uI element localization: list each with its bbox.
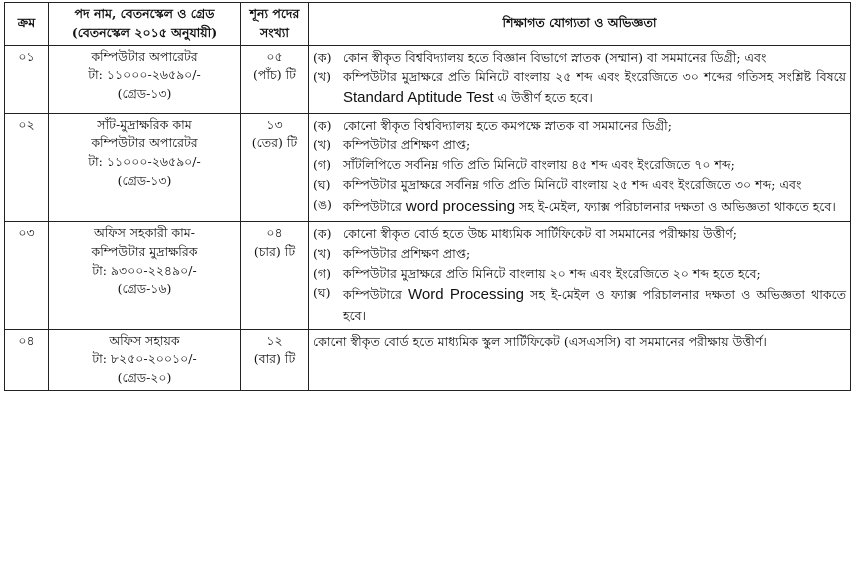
table-row: [5, 222, 851, 330]
qualification-item: [313, 68, 846, 109]
vacancy-line: (চার) টি: [253, 243, 296, 259]
header-post-line2: (বেতনস্কেল ২০১৫ অনুযায়ী): [71, 24, 218, 40]
qualification-text: সাঁটলিপিতে সর্বনিম্ন গতি প্রতি মিনিটে বাংলায় ৪৫ শব্দ এবং ইংরেজিতে ৭০ শব্দ;: [343, 157, 735, 172]
qualification-text: কোনো স্বীকৃত বিশ্ববিদ্যালয় হতে কমপক্ষে স্নাতক বা সমমানের ডিগ্রী;: [343, 117, 672, 133]
qualification-label: (খ): [313, 137, 331, 153]
qualification-cell: [309, 222, 851, 330]
qualification-text: কোন স্বীকৃত বিশ্ববিদ্যালয় হতে বিজ্ঞান বিভাগে স্নাতক (সম্মান) বা সমমানের ডিগ্রী; এবং: [343, 49, 767, 65]
qualification-text: [343, 196, 846, 219]
header-qualification: শিক্ষাগত যোগ্যতা ও অভিজ্ঞতা: [309, 3, 851, 46]
post-cell: [49, 45, 241, 113]
qualification-text: কোনো স্বীকৃত বোর্ড হতে মাধ্যমিক স্কুল সার্টিফিকেট (এসএসসি) বা সমমানের পরীক্ষায় উত্তীর্ণ।: [313, 333, 767, 349]
post-line: কম্পিউটার অপারেটর: [91, 135, 198, 151]
table-row: [5, 113, 851, 222]
vacancy-line: (তের) টি: [251, 135, 298, 151]
vacancy-line: ১২: [266, 332, 283, 348]
qualification-text-part: কম্পিউটার মুদ্রাক্ষরে প্রতি মিনিটে বাংলায় ২৫ শব্দ এবং ইংরেজিতে ৩০ শব্দের গতিসহ সংশ্লিষ্ট বিষয়ে: [343, 69, 846, 85]
post-line: কম্পিউটার মুদ্রাক্ষরিক: [91, 243, 198, 259]
qualification-text: কম্পিউটার মুদ্রাক্ষরে সর্বনিম্ন গতি প্রতি মিনিটে বাংলায় ২৫ শব্দ এবং ইংরেজিতে ৩০ শব্দ; এবং: [343, 176, 802, 192]
qualification-item: [313, 245, 846, 264]
qualification-label: (গ): [313, 157, 331, 172]
post-line: কম্পিউটার অপারেটর: [91, 48, 198, 64]
qualification-text-part: সহ ই-মেইল ও ফ্যাক্স পরিচালনার দক্ষতা ও অভিজ্ঞতা থাকতে হবে।: [343, 287, 846, 323]
post-line: টা: ৯৩০০-২২৪৯০/-: [92, 262, 197, 278]
qualification-label: (খ): [313, 245, 331, 261]
post-line: (গ্রেড-১৬): [117, 281, 172, 297]
row-serial: ০৩: [5, 222, 49, 330]
qualification-item: [313, 117, 846, 136]
row-serial: ০৪: [5, 329, 49, 390]
post-cell: [49, 222, 241, 330]
qualification-item: [313, 176, 846, 195]
vacancy-line: ০৫: [266, 48, 283, 64]
post-line: অফিস সহকারী কাম-: [94, 225, 195, 240]
qualification-english-term: Standard Aptitude Test: [343, 89, 494, 106]
table-row: [5, 329, 851, 390]
header-vacancy: [241, 3, 309, 46]
qualification-english-term: word processing: [405, 197, 516, 215]
qualification-item: [313, 196, 846, 219]
vacancy-line: ১৩: [266, 116, 283, 132]
qualification-label: (খ): [313, 69, 331, 85]
vacancy-cell: [241, 329, 309, 390]
qualification-item: [313, 265, 846, 284]
header-vacancy-line2: সংখ্যা: [259, 24, 290, 40]
qualification-text: কম্পিউটার প্রশিক্ষণ প্রাপ্ত;: [343, 245, 471, 261]
job-vacancy-table: [4, 2, 851, 391]
qualification-cell: [309, 329, 851, 390]
qualification-label: (ক): [313, 49, 332, 65]
qualification-item: [313, 284, 846, 325]
post-line: টা: ১১০০০-২৬৫৯০/-: [88, 154, 201, 169]
vacancy-line: (পাঁচ) টি: [253, 67, 296, 83]
post-line: টা: ১১০০০-২৬৫৯০/-: [88, 67, 201, 83]
qualification-label: (ঘ): [313, 285, 331, 301]
qualification-text: কম্পিউটার প্রশিক্ষণ প্রাপ্ত;: [343, 137, 471, 153]
qualification-item: [313, 49, 846, 68]
qualification-text-part: সহ ই-মেইল, ফ্যাক্স পরিচালনার দক্ষতা ও অভিজ্ঞতা থাকতে হবে।: [515, 198, 836, 214]
qualification-label: (ঙ): [313, 196, 332, 212]
qualification-text: কম্পিউটার মুদ্রাক্ষরে প্রতি মিনিটে বাংলায় ২০ শব্দ এবং ইংরেজিতে ২০ শব্দ হতে হবে;: [343, 265, 761, 281]
post-cell: [49, 113, 241, 222]
header-vacancy-line1: শূন্য পদের: [249, 6, 300, 21]
vacancy-line: (বার) টি: [253, 351, 296, 367]
qualification-label: (ক): [313, 117, 332, 133]
qualification-cell: [309, 45, 851, 113]
qualification-text-part: এ উত্তীর্ণ হতে হবে।: [493, 90, 593, 105]
post-line: সাঁট-মুদ্রাক্ষরিক কাম: [97, 116, 192, 132]
post-line: (গ্রেড-১৩): [117, 86, 172, 101]
vacancy-cell: [241, 45, 309, 113]
qualification-item: [313, 156, 846, 175]
vacancy-cell: [241, 113, 309, 222]
post-cell: [49, 329, 241, 390]
header-post: [49, 3, 241, 46]
qualification-item: [313, 333, 846, 352]
post-line: টা: ৮২৫০-২০০১০/-: [92, 351, 197, 367]
qualification-text: [343, 68, 846, 109]
qualification-text: কোনো স্বীকৃত বোর্ড হতে উচ্চ মাধ্যমিক সার্টিফিকেট বা সমমানের পরীক্ষায় উত্তীর্ণ;: [343, 226, 737, 241]
row-serial: ০১: [5, 45, 49, 113]
post-line: (গ্রেড-২০): [117, 370, 172, 385]
table-header-row: [5, 3, 851, 46]
qualification-label: (গ): [313, 265, 331, 281]
row-serial: ০২: [5, 113, 49, 222]
post-line: (গ্রেড-১৩): [117, 172, 172, 188]
qualification-english-term: Word Processing: [407, 286, 525, 304]
qualification-item: [313, 225, 846, 244]
qualification-text-part: কম্পিউটারে: [343, 198, 406, 214]
qualification-cell: [309, 113, 851, 222]
table-row: [5, 45, 851, 113]
qualification-label: (ক): [313, 226, 332, 241]
post-line: অফিস সহায়ক: [109, 332, 180, 348]
qualification-text-part: কম্পিউটারে: [343, 287, 408, 303]
qualification-text: [343, 284, 846, 325]
header-serial: ক্রম: [5, 3, 49, 46]
qualification-label: (ঘ): [313, 176, 331, 192]
qualification-item: [313, 136, 846, 155]
vacancy-cell: [241, 222, 309, 330]
vacancy-line: ০৪: [266, 225, 283, 240]
header-post-line1: পদ নাম, বেতনস্কেল ও গ্রেড: [74, 6, 215, 21]
